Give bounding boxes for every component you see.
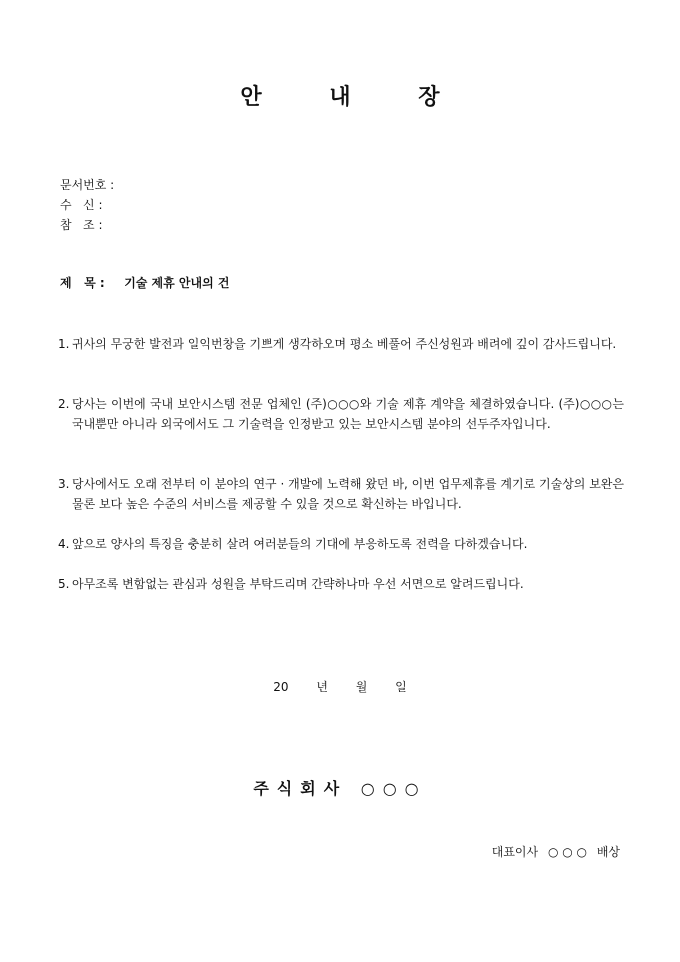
subject-value: 기술 제휴 안내의 건 bbox=[124, 276, 230, 290]
title-char: 안 bbox=[240, 84, 262, 110]
paragraph-5 bbox=[58, 574, 624, 594]
paragraph-number: 1. bbox=[58, 337, 70, 351]
date-line bbox=[0, 678, 680, 695]
date-month-unit: 월 bbox=[355, 680, 368, 694]
paragraph-3 bbox=[58, 474, 624, 514]
meta-label: 참 조 : bbox=[60, 218, 103, 232]
paragraph-text: 당사는 이번에 국내 보안시스템 전문 업체인 (주)○○○와 기술 제휴 계약을 체결하였습니다. (주)○○○는 국내뿐만 아니라 외국에서도 그 기술력을 인정받고 있는 보안시스템 분야의 선두주자입니다. bbox=[72, 397, 624, 431]
meta-recipient bbox=[60, 196, 116, 213]
paragraph-number: 4. bbox=[58, 537, 70, 551]
paragraph-number: 2. bbox=[58, 397, 70, 411]
title-char: 내 bbox=[329, 84, 351, 110]
paragraph-number: 3. bbox=[58, 477, 70, 491]
rep-name: ○ ○ ○ bbox=[547, 845, 587, 859]
paragraph-text: 앞으로 양사의 특징을 충분히 살려 여러분들의 기대에 부응하도록 전력을 다하겠습니다. bbox=[72, 537, 528, 551]
date-year: 20 bbox=[273, 680, 289, 694]
paragraph-4 bbox=[58, 534, 624, 554]
subject-line bbox=[60, 274, 229, 291]
company-name bbox=[0, 776, 680, 799]
date-day-unit: 일 bbox=[395, 680, 407, 694]
meta-label: 수 신 : bbox=[60, 198, 103, 212]
company-marks: ○○○ bbox=[360, 779, 427, 798]
paragraph-number: 5. bbox=[58, 577, 70, 591]
meta-reference bbox=[60, 216, 116, 233]
paragraph-2 bbox=[58, 394, 624, 434]
date-year-unit: 년 bbox=[316, 680, 328, 694]
title-char: 장 bbox=[418, 84, 440, 110]
document-title bbox=[0, 80, 680, 111]
rep-suffix: 배상 bbox=[596, 845, 620, 859]
company-label: 주식회사 bbox=[253, 779, 348, 798]
paragraph-text: 귀사의 무궁한 발전과 일익번창을 기쁘게 생각하오며 평소 베풀어 주신성원과 배려에 깊이 감사드립니다. bbox=[72, 337, 617, 351]
paragraph-text: 아무조록 변함없는 관심과 성원을 부탁드리며 간략하나마 우선 서면으로 알려드립니다. bbox=[72, 577, 524, 591]
meta-label: 문서번호 : bbox=[60, 178, 115, 192]
subject-label: 제 목 : bbox=[60, 276, 105, 290]
paragraph-text: 당사에서도 오래 전부터 이 분야의 연구 · 개발에 노력해 왔던 바, 이번 업무제휴를 계기로 기술상의 보완은 물론 보다 높은 수준의 서비스를 제공할 수 있을 것으로 확신하는 바입니다. bbox=[72, 477, 624, 511]
paragraph-1 bbox=[58, 334, 624, 354]
representative-line bbox=[486, 843, 620, 860]
rep-title: 대표이사 bbox=[491, 845, 539, 859]
meta-doc-number bbox=[60, 176, 116, 193]
